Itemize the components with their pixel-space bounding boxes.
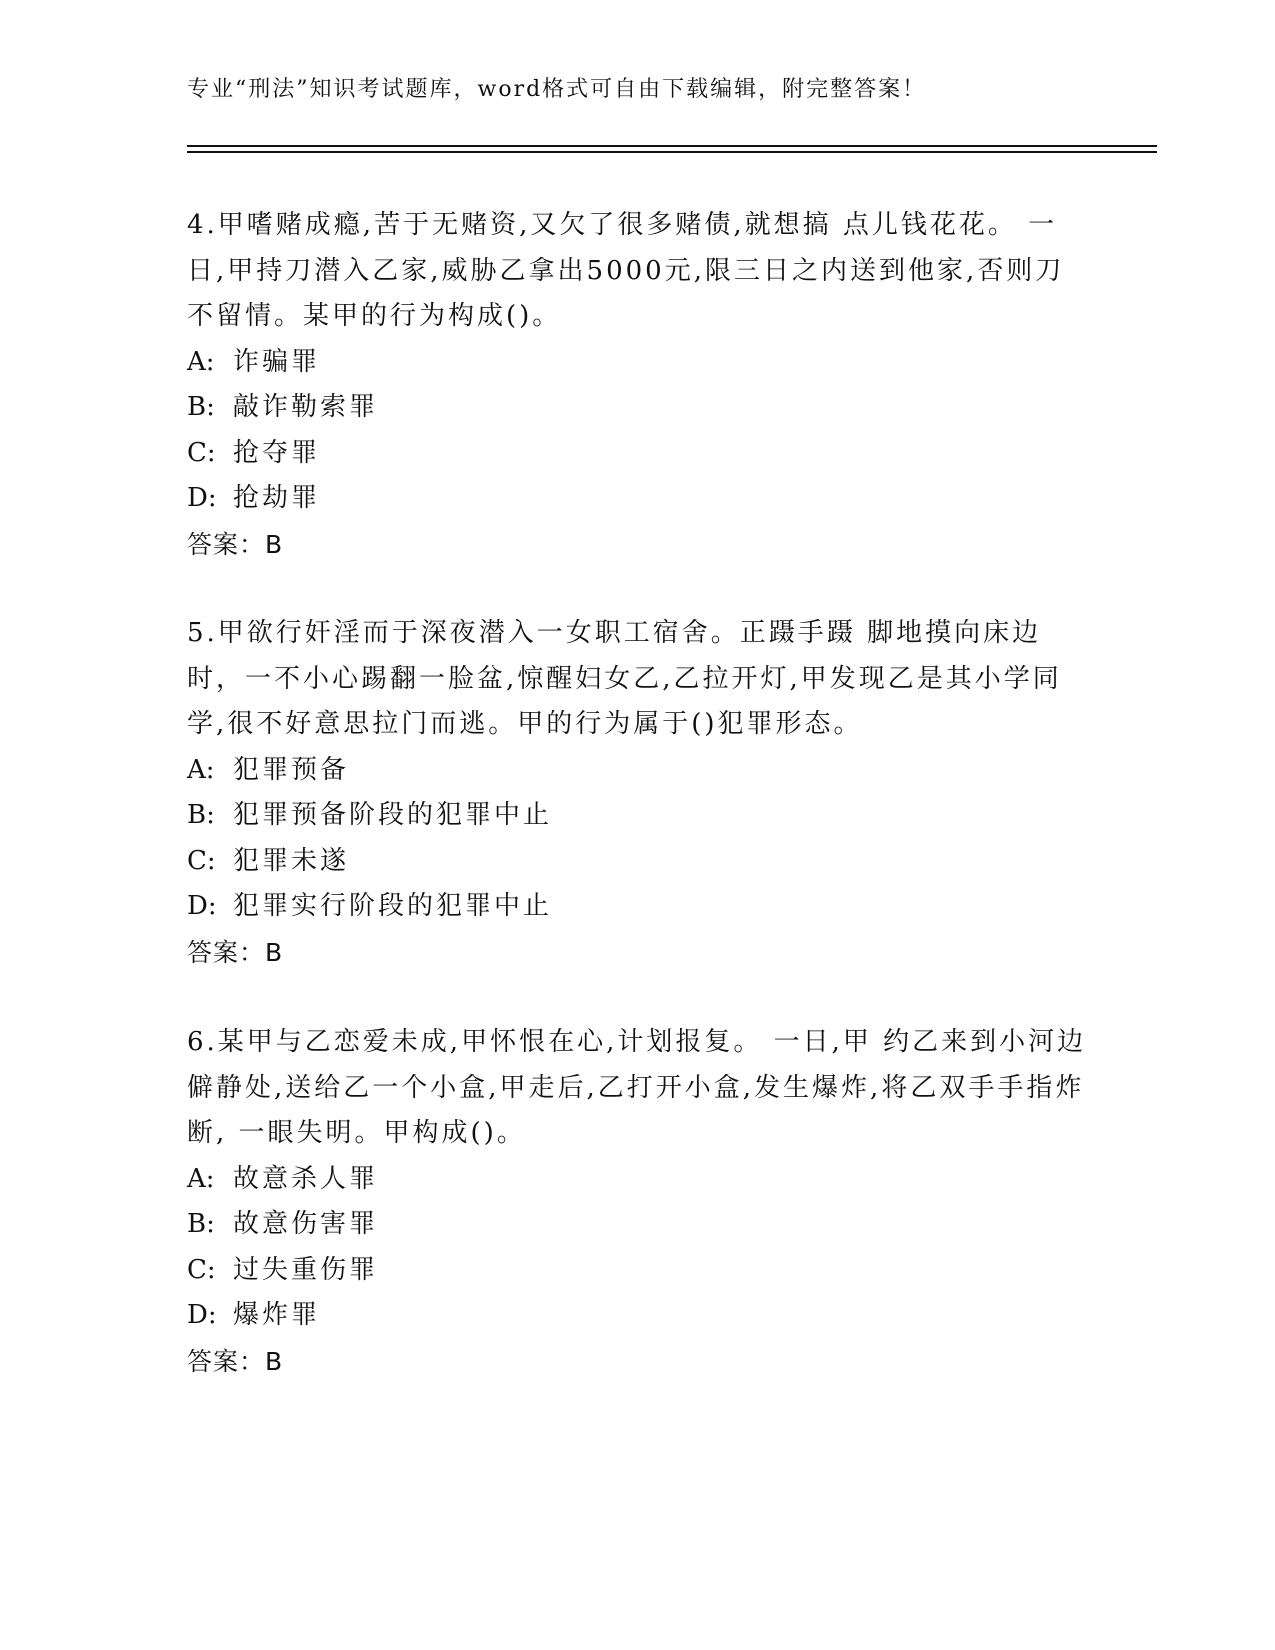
option-key: D: [187, 483, 217, 513]
answer-line: 答案：B [187, 1346, 284, 1376]
option-b [187, 385, 1087, 431]
option-text: 故意伤害罪 [233, 1209, 379, 1239]
option-key: B: [187, 1209, 215, 1239]
question-stem: 4.甲嗜赌成瘾,苦于无赌资,又欠了很多赌债,就想搞 点儿钱花花。 一日,甲持刀潜入乙家,威胁乙拿出5000元,限三日之内送到他家,否则刀不留情。某甲的行为构成()。 [187, 210, 1065, 331]
option-text: 犯罪预备 [233, 754, 350, 785]
answer-line: 答案：B [187, 937, 284, 967]
option-key: C: [187, 845, 216, 876]
option-text: 敲诈勒索罪 [233, 392, 379, 422]
question-stem: 6.某甲与乙恋爱未成,甲怀恨在心,计划报复。 一日,甲 约乙来到小河边僻静处,送给乙一个小盒,甲走后,乙打开小盒,发生爆炸,将乙双手手指炸断, 一眼失明。甲构成()。 [187, 1027, 1087, 1148]
option-a [187, 1157, 1087, 1203]
question-4 [187, 203, 1087, 567]
option-text: 犯罪实行阶段的犯罪中止 [233, 891, 553, 921]
option-key: C: [187, 1254, 216, 1285]
option-key: A: [187, 346, 215, 377]
option-d [187, 476, 1087, 522]
option-key: D: [187, 1300, 217, 1330]
page-header: 专业“刑法”知识考试题库，word格式可自由下载编辑，附完整答案！ [187, 77, 927, 102]
option-key: C: [187, 437, 216, 468]
question-stem: 5.甲欲行奸淫而于深夜潜入一女职工宿舍。正蹑手蹑 脚地摸向床边时，一不小心踢翻一脸盆,惊醒妇女乙,乙拉开灯,甲发现乙是其小学同学,很不好意思拉门而逃。甲的行为属于()犯罪形态。 [187, 618, 1062, 739]
option-d [187, 884, 1087, 930]
question-5 [187, 611, 1087, 975]
question-6 [187, 1020, 1087, 1384]
option-text: 犯罪未遂 [233, 845, 350, 876]
option-c [187, 431, 1087, 477]
option-text: 犯罪预备阶段的犯罪中止 [233, 800, 553, 830]
option-a [187, 340, 1087, 386]
option-text: 抢夺罪 [233, 437, 321, 468]
option-key: D: [187, 891, 217, 921]
option-d [187, 1293, 1087, 1339]
option-key: A: [187, 1163, 215, 1194]
option-key: B: [187, 800, 215, 830]
option-text: 诈骗罪 [233, 346, 321, 377]
header-rule-bottom [187, 151, 1157, 153]
option-key: B: [187, 392, 215, 422]
option-text: 爆炸罪 [233, 1300, 321, 1330]
option-key: A: [187, 754, 215, 785]
option-b [187, 1202, 1087, 1248]
option-c [187, 1248, 1087, 1294]
answer-line: 答案：B [187, 529, 284, 559]
option-text: 抢劫罪 [233, 483, 321, 513]
option-a [187, 748, 1087, 794]
option-c [187, 839, 1087, 885]
option-text: 故意杀人罪 [233, 1163, 379, 1194]
header-rule-top [187, 145, 1157, 147]
option-text: 过失重伤罪 [233, 1254, 379, 1285]
option-b [187, 793, 1087, 839]
